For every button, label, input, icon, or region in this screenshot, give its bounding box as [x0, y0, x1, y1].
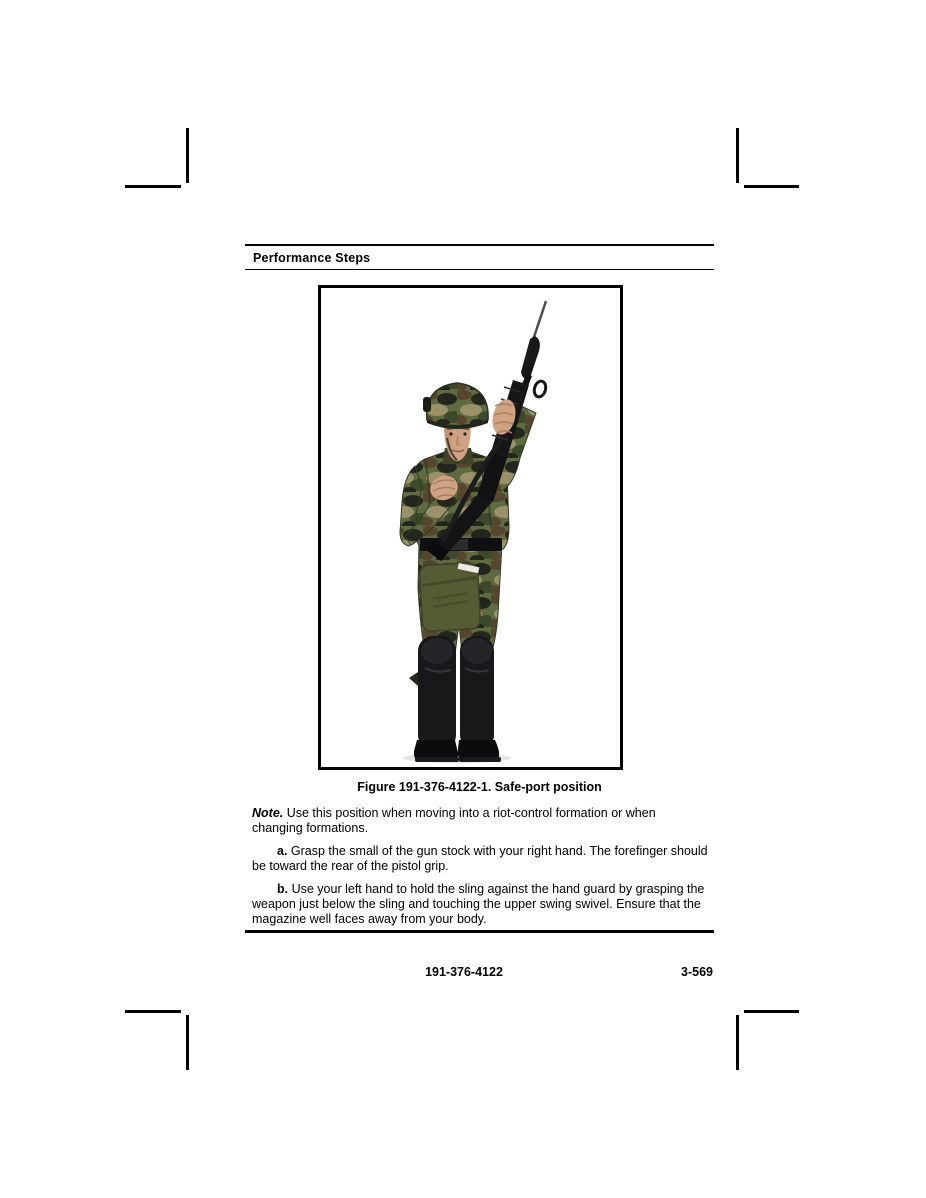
crop-mark-bottom-right-vertical: [736, 1015, 739, 1070]
header-rule-bottom: [245, 269, 714, 270]
crop-mark-bottom-left-vertical: [186, 1015, 189, 1070]
step-b-label: b.: [277, 882, 289, 896]
crop-mark-bottom-right-horizontal: [744, 1010, 799, 1013]
note-paragraph: [252, 806, 708, 836]
footer-task-number: 191-376-4122: [425, 965, 503, 979]
footer-page-number: 3-569: [681, 965, 713, 979]
step-a-paragraph: [252, 844, 708, 874]
step-b-paragraph: [252, 882, 708, 927]
figure-caption: Figure 191-376-4122-1. Safe-port position: [357, 780, 602, 794]
crop-mark-top-left-vertical: [186, 128, 189, 183]
page-body: [245, 244, 714, 933]
content-bottom-rule: [245, 930, 714, 933]
figure-image-soldier-safe-port: [321, 288, 620, 767]
step-b-text: Use your left hand to hold the sling against the hand guard by grasping the weapon just below the sling and touching the upper swing swivel. Ensure that the magazine well faces away from your body.: [252, 882, 705, 926]
crop-mark-top-right-horizontal: [744, 185, 799, 188]
figure-frame: [318, 285, 623, 770]
face-shield-bracket: [423, 397, 431, 412]
crop-mark-top-left-horizontal: [125, 185, 181, 188]
page-title: Performance Steps: [253, 251, 371, 265]
step-a-text: Grasp the small of the gun stock with your right hand. The forefinger should be toward the rear of the pistol grip.: [252, 844, 708, 873]
right-eye: [463, 432, 466, 435]
carrier-bag: [419, 563, 480, 632]
left-eye: [449, 432, 452, 435]
step-a-label: a.: [277, 844, 288, 858]
crop-mark-bottom-left-horizontal: [125, 1010, 181, 1013]
note-label: Note.: [252, 806, 284, 820]
shin-guards: [409, 636, 494, 750]
crop-mark-top-right-vertical: [736, 128, 739, 183]
note-text: Use this position when moving into a riot-control formation or when changing formations.: [252, 806, 656, 835]
